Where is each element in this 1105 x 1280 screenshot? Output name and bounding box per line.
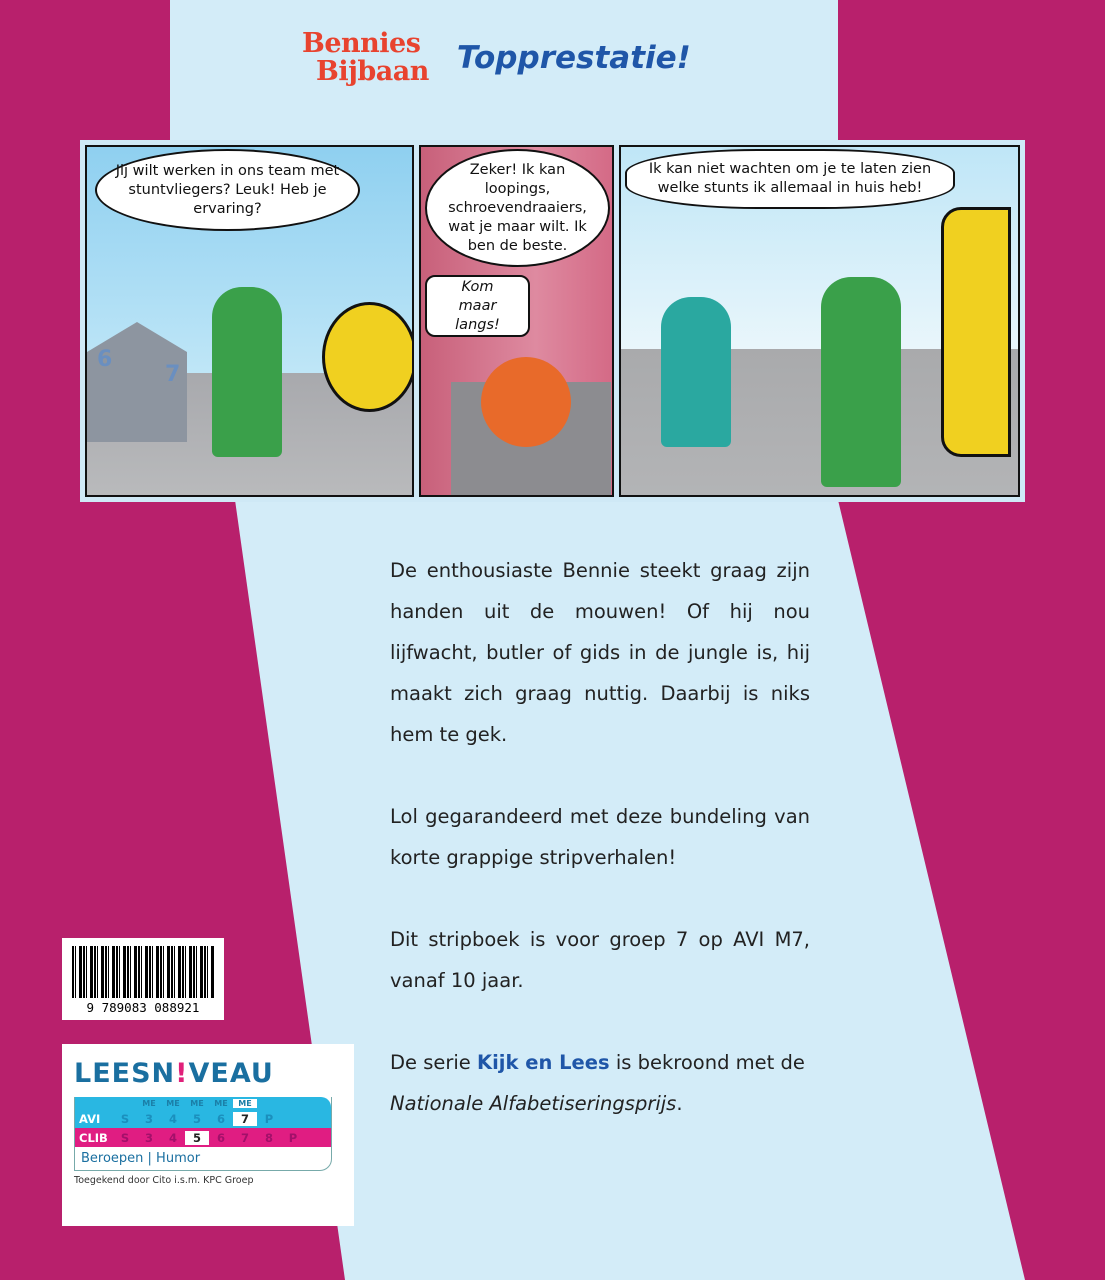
clib-level: 6	[216, 1130, 225, 1145]
comic-panel-2	[419, 145, 614, 497]
me-label: ME	[142, 1098, 156, 1108]
clib-level: 3	[144, 1130, 153, 1145]
series-logo	[302, 30, 429, 86]
hangar-number: 7	[165, 362, 181, 387]
speech-bubble: Jij wilt werken in ons team met stuntvliegers? Leuk! Heb je ervaring?	[95, 149, 360, 231]
clib-level: 4	[168, 1130, 177, 1145]
book-title: Topprestatie!	[456, 40, 691, 76]
blurb-paragraph: Lol gegarandeerd met deze bundeling van korte grappige stripverhalen!	[390, 805, 810, 869]
avi-level: 5	[192, 1111, 201, 1126]
clib-row	[75, 1128, 331, 1147]
avi-level: 6	[216, 1111, 225, 1126]
clib-label: CLIB	[79, 1130, 108, 1145]
me-row	[75, 1097, 331, 1109]
barcode	[62, 938, 224, 1020]
header	[302, 30, 691, 86]
barcode-bars	[72, 946, 214, 998]
isbn-number: 9 789083 088921	[86, 1000, 200, 1015]
character-illustration	[212, 287, 282, 457]
level-grid	[74, 1097, 332, 1171]
logo-part: VEAU	[188, 1058, 274, 1089]
phone-bubble: Kom maar langs!	[425, 275, 530, 337]
avi-row	[75, 1109, 331, 1128]
avi-level: S	[120, 1111, 130, 1126]
logo-part: N	[151, 1058, 176, 1089]
clib-level: P	[288, 1130, 298, 1145]
clib-level: 7	[240, 1130, 249, 1145]
speech-bubble: Ik kan niet wachten om je te laten zien welke stunts ik allemaal in huis heb!	[625, 149, 955, 209]
series-name: Kijk en Lees	[477, 1051, 610, 1074]
hangar-number: 6	[97, 347, 113, 372]
character-illustration	[821, 277, 901, 487]
avi-label: AVI	[79, 1111, 101, 1126]
me-label: ME	[166, 1098, 180, 1108]
clib-level-selected: 5	[185, 1131, 209, 1145]
logo-line-2: Bijbaan	[316, 56, 429, 87]
avi-level-selected: 7	[233, 1112, 257, 1126]
leesniveau-logo	[74, 1058, 342, 1089]
blurb-paragraph: Dit stripboek is voor groep 7 op AVI M7, vanaf 10 jaar.	[390, 928, 810, 992]
blurb	[390, 550, 810, 1165]
avi-level: 3	[144, 1111, 153, 1126]
plane-illustration	[322, 302, 414, 412]
avi-level: P	[264, 1111, 274, 1126]
credit: Toegekend door Cito i.s.m. KPC Groep	[74, 1175, 254, 1186]
text: is bekroond met de	[609, 1051, 805, 1074]
comic-strip	[80, 140, 1025, 502]
leesniveau-label	[62, 1044, 354, 1226]
clib-level: S	[120, 1130, 130, 1145]
clib-level: 8	[264, 1130, 273, 1145]
logo-part: !	[175, 1058, 189, 1089]
blurb-paragraph	[390, 1042, 810, 1124]
me-label: ME	[190, 1098, 204, 1108]
me-label: ME	[233, 1099, 257, 1108]
logo-part: LEES	[74, 1058, 152, 1089]
plane-illustration	[941, 207, 1011, 457]
award-name: Nationale Alfabetiseringsprijs	[390, 1092, 677, 1115]
speech-bubble: Zeker! Ik kan loopings, schroevendraaiers, wat je maar wilt. Ik ben de beste.	[425, 149, 610, 267]
character-illustration	[661, 297, 731, 447]
text: De serie	[390, 1051, 477, 1074]
categories: Beroepen | Humor	[81, 1151, 201, 1166]
me-label: ME	[214, 1098, 228, 1108]
blurb-paragraph: De enthousiaste Bennie steekt graag zijn handen uit de mouwen! Of hij nou lijfwacht, butler of gids in de jungle is, hij maakt zich graag nuttig. Daarbij is niks hem te gek.	[390, 559, 810, 746]
logo-line-1: Bennies	[302, 28, 421, 59]
avi-level: 4	[168, 1111, 177, 1126]
character-illustration	[481, 357, 571, 447]
comic-panel-3	[619, 145, 1020, 497]
text: .	[676, 1092, 683, 1115]
comic-panel-1	[85, 145, 414, 497]
